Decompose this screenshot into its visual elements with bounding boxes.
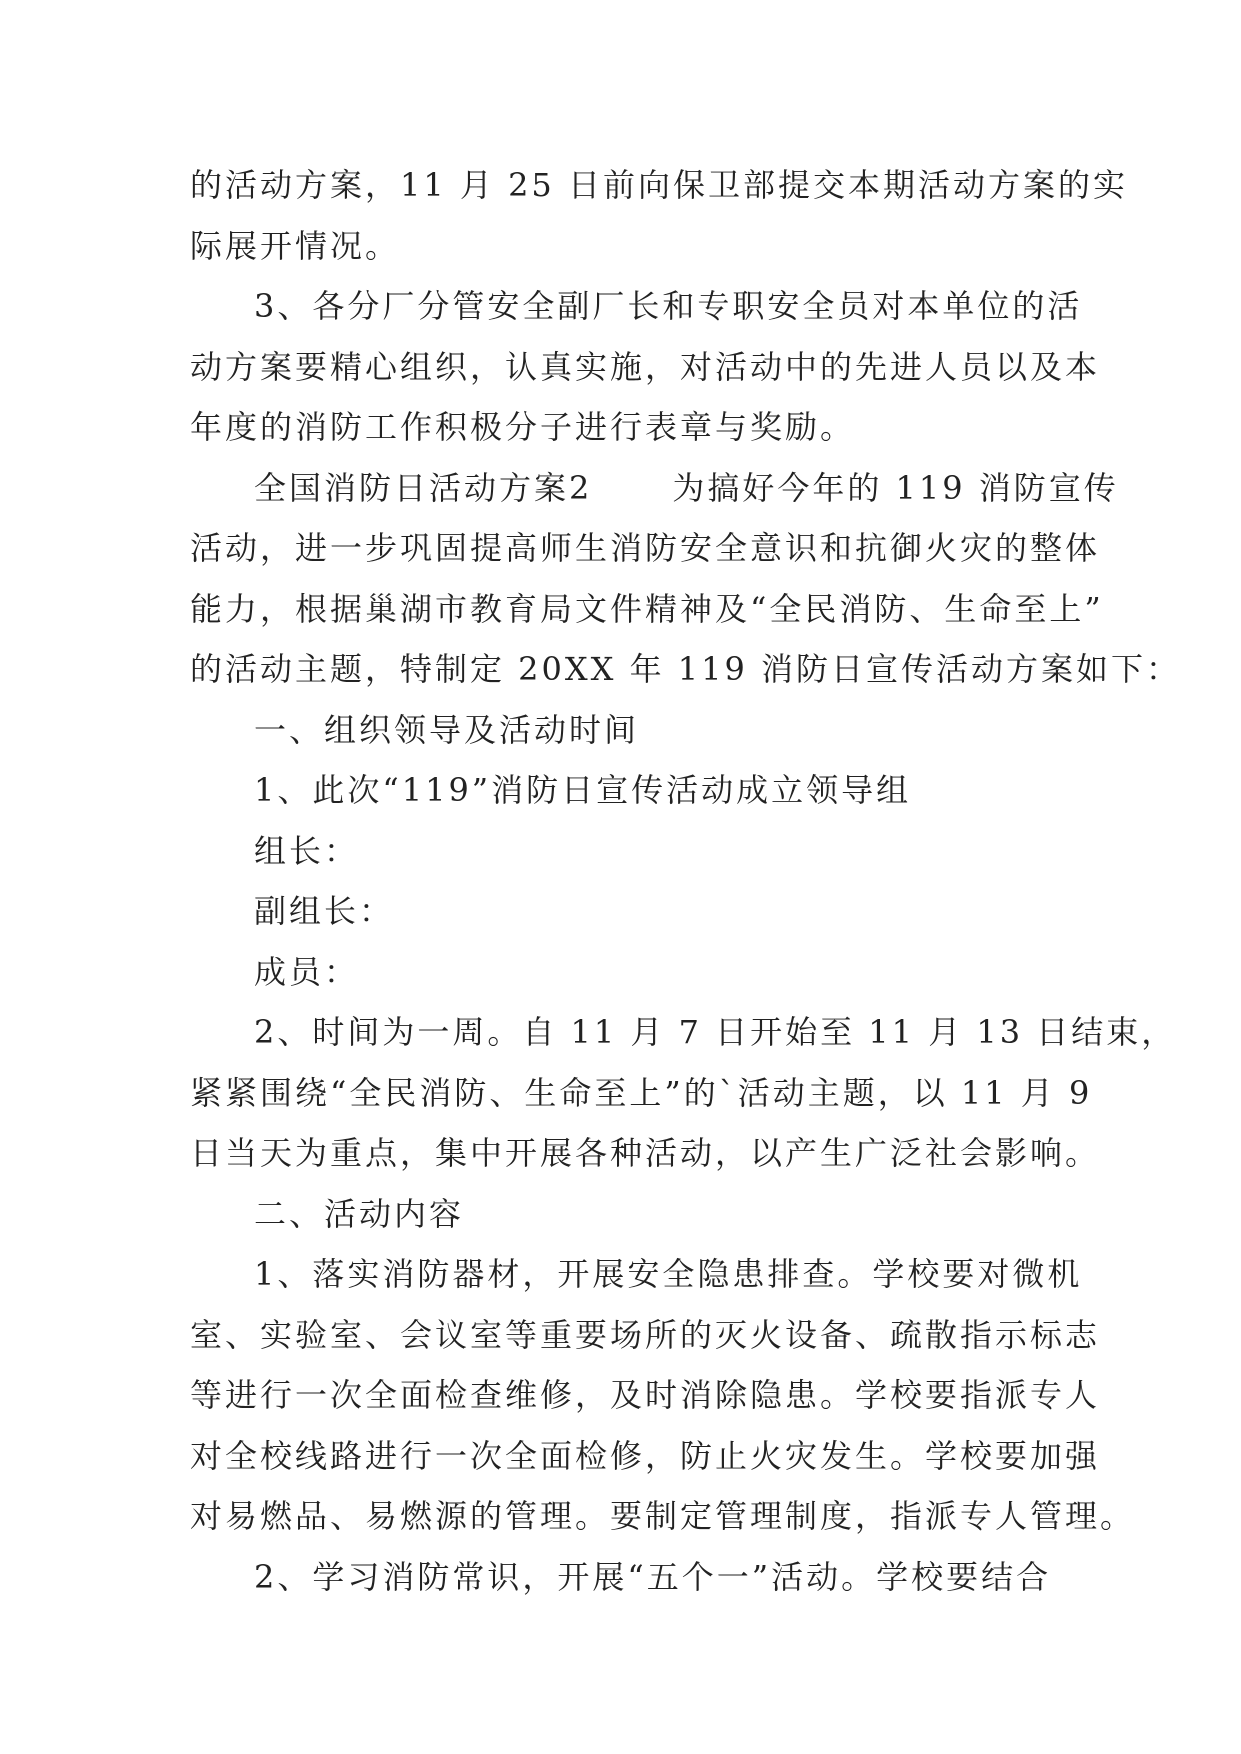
document-body bbox=[190, 155, 1182, 1607]
heading-line: 一、组织领导及活动时间 bbox=[254, 710, 640, 749]
text-line: 的活动主题，特制定 20XX 年 119 消防日宣传活动方案如下： bbox=[190, 650, 1182, 688]
text-line: 紧紧围绕“全民消防、生命至上”的`活动主题，以 11 月 9 bbox=[190, 1073, 1093, 1112]
text-line: 的活动方案，11 月 25 日前向保卫部提交本期活动方案的实 bbox=[190, 166, 1128, 204]
text-line: 副组长： bbox=[254, 892, 395, 930]
text-line: 2、时间为一周。自 11 月 7 日开始至 11 月 13 日结束， bbox=[254, 1013, 1177, 1051]
text-line: 3、各分厂分管安全副厂长和专职安全员对本单位的活 bbox=[254, 287, 1083, 325]
text-line: 活动，进一步巩固提高师生消防安全意识和抗御火灾的整体 bbox=[190, 529, 1101, 567]
text-line: 1、落实消防器材，开展安全隐患排查。学校要对微机 bbox=[254, 1255, 1083, 1293]
text-line: 组长： bbox=[254, 831, 360, 870]
text-line: 对全校线路进行一次全面检修，防止火灾发生。学校要加强 bbox=[190, 1436, 1101, 1475]
text-line: 成员： bbox=[254, 952, 360, 991]
text-line: 2、学习消防常识，开展“五个一”活动。学校要结合 bbox=[254, 1557, 1052, 1596]
text-line: 动方案要精心组织，认真实施，对活动中的先进人员以及本 bbox=[190, 347, 1101, 386]
text-line: 等进行一次全面检查维修，及时消除隐患。学校要指派专人 bbox=[190, 1376, 1101, 1414]
text-line: 际展开情况。 bbox=[190, 226, 401, 265]
section-title: 全国消防日活动方案2 bbox=[254, 468, 593, 507]
text-line: 1、此次“119”消防日宣传活动成立领导组 bbox=[254, 771, 912, 809]
text-line: 能力，根据巢湖市教育局文件精神及“全民消防、生命至上” bbox=[190, 589, 1104, 628]
text-line: 对易燃品、易燃源的管理。要制定管理制度，指派专人管理。 bbox=[190, 1497, 1136, 1535]
text-line: 年度的消防工作积极分子进行表章与奖励。 bbox=[190, 408, 856, 446]
section-intro: 为搞好今年的 119 消防宣传 bbox=[672, 468, 1119, 507]
text-line: 室、实验室、会议室等重要场所的灭火设备、疏散指示标志 bbox=[190, 1315, 1101, 1354]
text-line-section-title bbox=[190, 458, 1119, 519]
heading-line: 二、活动内容 bbox=[254, 1194, 465, 1233]
text-line: 日当天为重点，集中开展各种活动，以产生广泛社会影响。 bbox=[190, 1134, 1101, 1172]
